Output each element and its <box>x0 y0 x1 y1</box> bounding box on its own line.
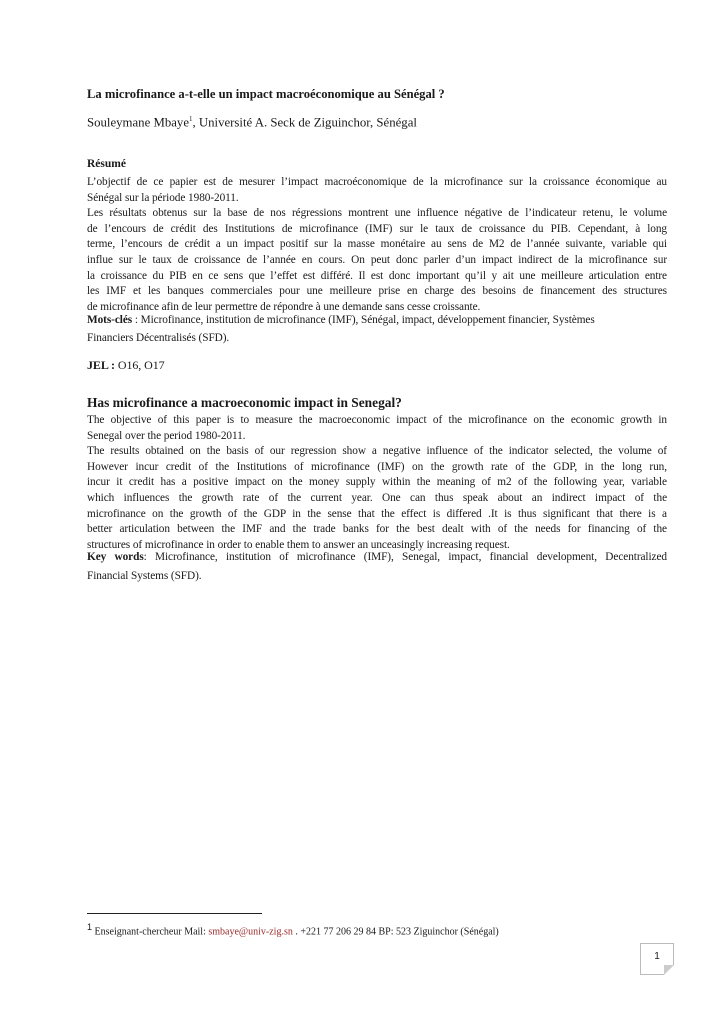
jel-value: O16, O17 <box>114 358 165 372</box>
text-line: les IMF et les banques commerciales pour une meilleure prise en charge des besoins de financement des structures <box>87 285 667 298</box>
text-line: de microfinance afin de leur permettre de répondre à une demande sans cesse croissante. <box>87 300 481 313</box>
key-words-label: Key words <box>87 551 144 563</box>
text-line: The results obtained on the basis of our regression show a negative influence of the indicator selected, the volume of <box>87 445 667 458</box>
footnote-text: Enseignant-chercheur Mail: <box>92 926 209 938</box>
resume-heading: Résumé <box>87 158 126 170</box>
mots-cles-text: : Microfinance, institution de microfinance (IMF), Sénégal, impact, développement financier, Systèmes <box>132 314 595 326</box>
text-line: incur it credit has a positive impact on the money supply within the meaning of m2 of the following year, variable <box>87 476 667 489</box>
author-name: Souleymane Mbaye <box>87 115 189 130</box>
text-line: However incur credit of the Institutions of microfinance (IMF) on the growth rate of the GDP, in the long run, <box>87 460 667 473</box>
jel-label: JEL : <box>87 358 115 372</box>
mots-cles <box>87 311 667 347</box>
footnote-ref[interactable]: 1 <box>189 115 193 123</box>
resume-paragraph <box>87 175 667 315</box>
text-line: Sénégal sur la période 1980-2011. <box>87 191 239 204</box>
page-number-box <box>640 943 674 975</box>
footnote-mark: 1 <box>87 922 93 932</box>
key-words-text: Financial Systems (SFD). <box>87 570 202 582</box>
text-line: terme, l’encours de crédit a un impact positif sur la masse monétaire au sens de M2 de l’année suivante, variable qui <box>87 238 667 251</box>
footnote-divider <box>87 913 262 914</box>
abstract-en <box>87 413 667 553</box>
text-line: better articulation between the IMF and the trade banks for the best dealt with of the needs for financing of the <box>87 523 667 536</box>
title-en: Has microfinance a macroeconomic impact in Senegal? <box>87 395 402 410</box>
text-line: influe sur le taux de croissance de l’année en cours. On peut donc parler d’un impact indirect de la microfinance sur <box>87 253 667 266</box>
text-line: microfinance on the growth of the GDP in the sense that the effect is differed .It is thus significant that there is a <box>87 507 667 520</box>
author-affiliation: , Université A. Seck de Ziguinchor, Sénégal <box>192 115 417 130</box>
page-number: 1 <box>654 951 660 962</box>
text-line: which influences the growth rate of the current year. One can thus speak about an indirect impact of the <box>87 491 667 504</box>
text-line: Senegal over the period 1980-2011. <box>87 429 246 442</box>
title-fr: La microfinance a-t-elle un impact macroéconomique au Sénégal ? <box>87 87 445 101</box>
text-line: de l’encours de crédit des Institutions de microfinance (IMF) sur le taux de croissance du PIB. Cependant, à long <box>87 222 667 235</box>
text-line: structures of microfinance in order to enable them to answer an unceasingly increasing request. <box>87 538 510 551</box>
mots-cles-label: Mots-clés <box>87 314 133 326</box>
text-line: The objective of this paper is to measure the macroeconomic impact of the microfinance on the economic growth in <box>87 414 667 426</box>
footnote-text: . +221 77 206 29 84 BP: 523 Ziguinchor (Sénégal) <box>292 926 499 938</box>
text-line: L’objectif de ce papier est de mesurer l’impact macroéconomique de la microfinance sur la croissance économique au <box>87 176 667 188</box>
email-link[interactable]: smbaye@univ-zig.sn <box>208 926 293 938</box>
text-line: la croissance du PIB en ce sens que l’effet est différé. Il est donc important qu’il y ait une meilleure articulation entre <box>87 269 667 282</box>
footnote <box>87 922 499 937</box>
jel-codes <box>87 358 165 374</box>
text-line: Les résultats obtenus sur la base de nos régressions montrent une influence négative de l’indicateur retenu, le volume <box>87 207 667 220</box>
author-line <box>87 115 417 130</box>
key-words-text: : Microfinance, institution of microfinance (IMF), Senegal, impact, financial development, Decentralized <box>143 551 667 563</box>
key-words <box>87 548 667 586</box>
mots-cles-text: Financiers Décentralisés (SFD). <box>87 332 230 344</box>
page-curl-icon <box>664 965 674 975</box>
